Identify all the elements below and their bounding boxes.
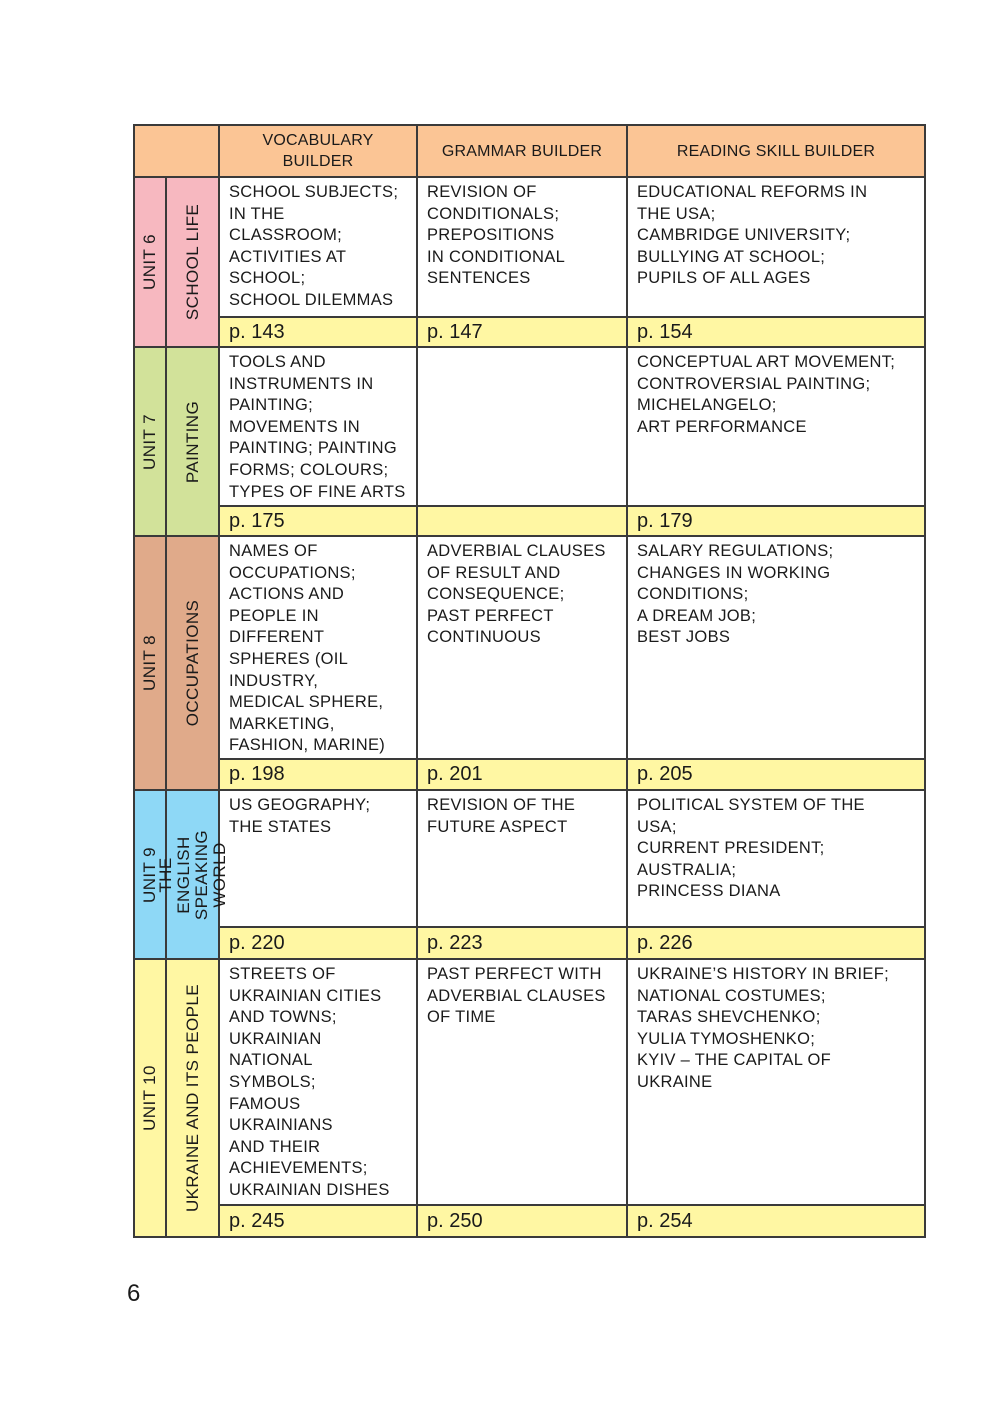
- unit-9-topic: THE ENGLISH SPEAKING WORLD: [166, 790, 219, 959]
- unit-10-topic: UKRAINE AND ITS PEOPLE: [166, 959, 219, 1237]
- unit-8-pages-row: [134, 759, 925, 790]
- unit-9-pages-row: [134, 927, 925, 959]
- unit-8-reading-page: p. 205: [627, 759, 925, 790]
- unit-7-topic: PAINTING: [166, 347, 219, 536]
- unit-9-grammar: REVISION OF THE FUTURE ASPECT: [417, 790, 627, 927]
- unit-10-reading-page: p. 254: [627, 1205, 925, 1237]
- header-grammar: GRAMMAR BUILDER: [417, 125, 627, 177]
- unit-6-reading-page: p. 154: [627, 317, 925, 347]
- unit-9-reading: POLITICAL SYSTEM OF THE USA; CURRENT PRESIDENT; AUSTRALIA; PRINCESS DIANA: [627, 790, 925, 927]
- unit-10-content-row: [134, 959, 925, 1205]
- unit-6-grammar: REVISION OF CONDITIONALS; PREPOSITIONS IN CONDITIONAL SENTENCES: [417, 177, 627, 317]
- unit-7-reading: CONCEPTUAL ART MOVEMENT; CONTROVERSIAL PAINTING; MICHELANGELO; ART PERFORMANCE: [627, 347, 925, 506]
- header-vocabulary: VOCABULARY BUILDER: [219, 125, 417, 177]
- unit-10-pages-row: [134, 1205, 925, 1237]
- unit-7-grammar: [417, 347, 627, 506]
- unit-8-vocabulary: NAMES OF OCCUPATIONS; ACTIONS AND PEOPLE IN DIFFERENT SPHERES (OIL INDUSTRY, MEDICAL SPHERE, MARKETING, FASHION, MARINE): [219, 536, 417, 759]
- unit-6-pages-row: [134, 317, 925, 347]
- unit-8-label: UNIT 8: [134, 536, 166, 790]
- unit-9-vocabulary-page: p. 220: [219, 927, 417, 959]
- unit-10-grammar-page: p. 250: [417, 1205, 627, 1237]
- page-number: 6: [127, 1280, 141, 1307]
- unit-9-reading-page: p. 226: [627, 927, 925, 959]
- unit-6-vocabulary-page: p. 143: [219, 317, 417, 347]
- unit-6-grammar-page: p. 147: [417, 317, 627, 347]
- unit-7-vocabulary-page: p. 175: [219, 506, 417, 536]
- unit-7-label: UNIT 7: [134, 347, 166, 536]
- unit-8-grammar: ADVERBIAL CLAUSES OF RESULT AND CONSEQUENCE; PAST PERFECT CONTINUOUS: [417, 536, 627, 759]
- unit-8-vocabulary-page: p. 198: [219, 759, 417, 790]
- unit-8-grammar-page: p. 201: [417, 759, 627, 790]
- unit-7-pages-row: [134, 506, 925, 536]
- unit-7-grammar-page: [417, 506, 627, 536]
- unit-8-reading: SALARY REGULATIONS; CHANGES IN WORKING CONDITIONS; A DREAM JOB; BEST JOBS: [627, 536, 925, 759]
- unit-10-vocabulary-page: p. 245: [219, 1205, 417, 1237]
- unit-9-vocabulary: US GEOGRAPHY; THE STATES: [219, 790, 417, 927]
- unit-10-reading: UKRAINE’S HISTORY IN BRIEF; NATIONAL COSTUMES; TARAS SHEVCHENKO; YULIA TYMOSHENKO; KYIV – THE CAPITAL OF UKRAINE: [627, 959, 925, 1205]
- unit-8-topic: OCCUPATIONS: [166, 536, 219, 790]
- header-corner: [134, 125, 219, 177]
- unit-6-content-row: [134, 177, 925, 317]
- unit-7-reading-page: p. 179: [627, 506, 925, 536]
- unit-10-vocabulary: STREETS OF UKRAINIAN CITIES AND TOWNS; UKRAINIAN NATIONAL SYMBOLS; FAMOUS UKRAINIANS AND THEIR ACHIEVEMENTS; UKRAINIAN DISHES: [219, 959, 417, 1205]
- unit-6-vocabulary: SCHOOL SUBJECTS; IN THE CLASSROOM; ACTIVITIES AT SCHOOL; SCHOOL DILEMMAS: [219, 177, 417, 317]
- header-reading: READING SKILL BUILDER: [627, 125, 925, 177]
- unit-8-content-row: [134, 536, 925, 759]
- unit-6-reading: EDUCATIONAL REFORMS IN THE USA; CAMBRIDGE UNIVERSITY; BULLYING AT SCHOOL; PUPILS OF ALL AGES: [627, 177, 925, 317]
- unit-7-vocabulary: TOOLS AND INSTRUMENTS IN PAINTING; MOVEMENTS IN PAINTING; PAINTING FORMS; COLOURS; TYPES OF FINE ARTS: [219, 347, 417, 506]
- unit-7-content-row: [134, 347, 925, 506]
- unit-9-content-row: [134, 790, 925, 927]
- unit-6-topic: SCHOOL LIFE: [166, 177, 219, 347]
- unit-9-grammar-page: p. 223: [417, 927, 627, 959]
- unit-6-label: UNIT 6: [134, 177, 166, 347]
- unit-10-grammar: PAST PERFECT WITH ADVERBIAL CLAUSES OF TIME: [417, 959, 627, 1205]
- unit-9-label: UNIT 9: [134, 790, 166, 959]
- contents-table: [133, 124, 926, 1238]
- unit-10-label: UNIT 10: [134, 959, 166, 1237]
